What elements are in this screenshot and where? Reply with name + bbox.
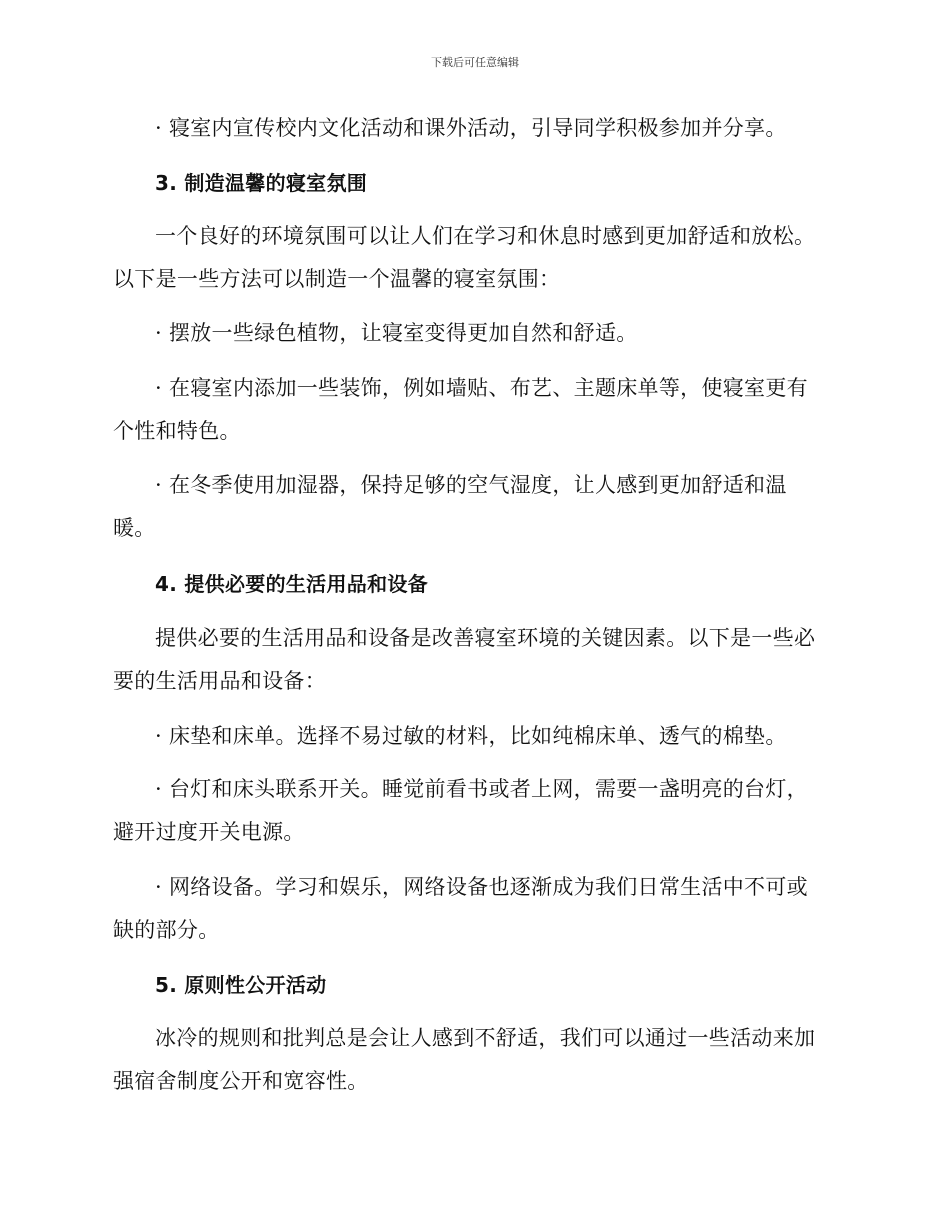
paragraph-line: 强宿舍制度公开和宽容性。 bbox=[113, 1069, 369, 1093]
section-heading: 5. 原则性公开活动 bbox=[155, 973, 327, 997]
bullet-line: 暖。 bbox=[113, 516, 156, 540]
bullet-line: · 在寝室内添加一些装饰，例如墙贴、布艺、主题床单等，使寝室更有 bbox=[155, 376, 808, 400]
section-heading: 3. 制造温馨的寝室氛围 bbox=[155, 171, 368, 195]
bullet-line: · 台灯和床头联系开关。睡觉前看书或者上网，需要一盏明亮的台灯， bbox=[155, 777, 808, 801]
bullet-line: 避开过度开关电源。 bbox=[113, 820, 305, 844]
paragraph-line: 一个良好的环境氛围可以让人们在学习和休息时感到更加舒适和放松。 bbox=[155, 224, 816, 248]
bullet-line: · 在冬季使用加湿器，保持足够的空气湿度，让人感到更加舒适和温 bbox=[155, 473, 787, 497]
paragraph-line: 冰冷的规则和批判总是会让人感到不舒适，我们可以通过一些活动来加 bbox=[155, 1026, 816, 1050]
section-heading: 4. 提供必要的生活用品和设备 bbox=[155, 572, 428, 596]
bullet-line: · 寝室内宣传校内文化活动和课外活动，引导同学积极参加并分享。 bbox=[155, 116, 787, 140]
bullet-line: · 网络设备。学习和娱乐，网络设备也逐渐成为我们日常生活中不可或 bbox=[155, 875, 808, 899]
paragraph-line: 要的生活用品和设备： bbox=[113, 669, 326, 693]
bullet-line: 个性和特色。 bbox=[113, 419, 241, 443]
bullet-line: · 摆放一些绿色植物，让寝室变得更加自然和舒适。 bbox=[155, 321, 638, 345]
bullet-line: · 床垫和床单。选择不易过敏的材料，比如纯棉床单、透气的棉垫。 bbox=[155, 724, 787, 748]
page-header: 下载后可任意编辑 bbox=[431, 56, 519, 69]
paragraph-line: 提供必要的生活用品和设备是改善寝室环境的关键因素。以下是一些必 bbox=[155, 626, 816, 650]
bullet-line: 缺的部分。 bbox=[113, 918, 220, 942]
paragraph-line: 以下是一些方法可以制造一个温馨的寝室氛围： bbox=[113, 267, 561, 291]
